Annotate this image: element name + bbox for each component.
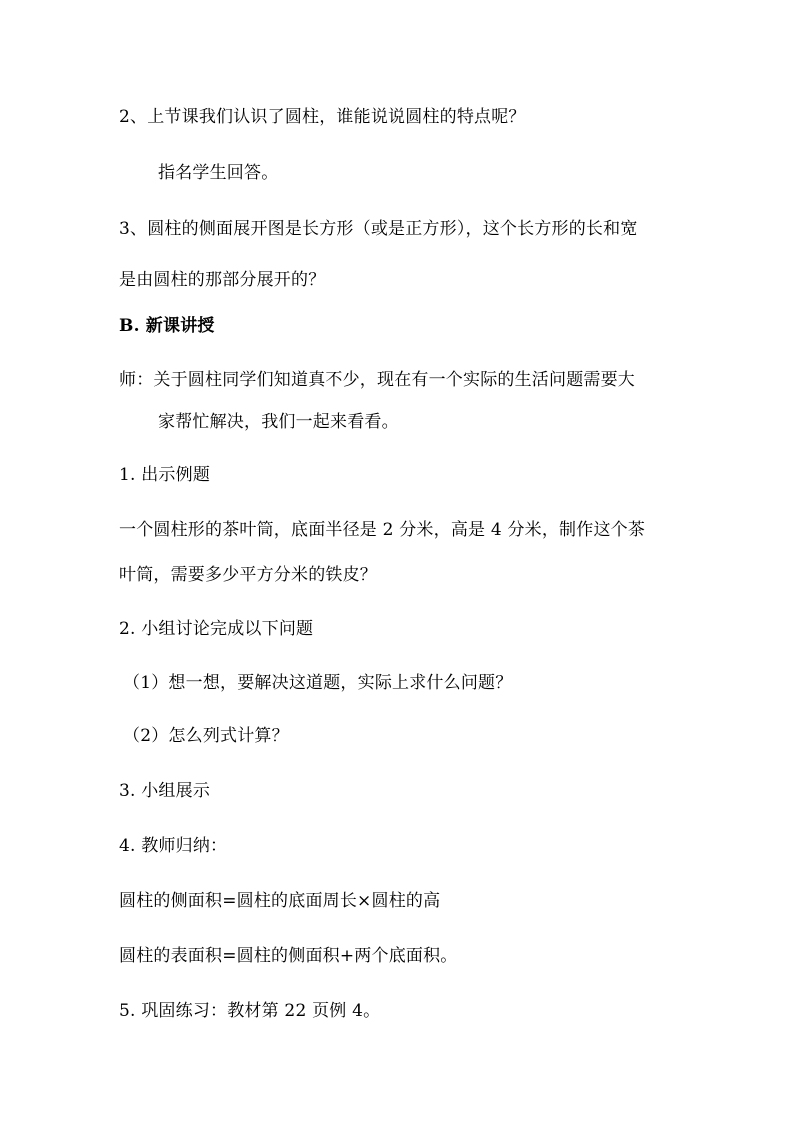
review-question-3-line2: 是由圆柱的那部分展开的？: [119, 270, 326, 290]
review-question-2: 2、上节课我们认识了圆柱，谁能说说圆柱的特点呢？: [119, 107, 526, 127]
example-problem-line2: 叶筒，需要多少平方分米的铁皮？: [119, 565, 377, 585]
step-3-group-presentation: 3. 小组展示: [119, 781, 211, 801]
discussion-question-2: （2）怎么列式计算？: [123, 726, 289, 746]
review-question-3-line1: 3、圆柱的侧面展开图是长方形（或是正方形），这个长方形的长和宽: [119, 219, 638, 239]
discussion-question-1: （1）想一想，要解决这道题，实际上求什么问题？: [123, 673, 513, 693]
formula-lateral-area: 圆柱的侧面积=圆柱的底面周长×圆柱的高: [119, 891, 441, 911]
formula-surface-area: 圆柱的表面积=圆柱的侧面积+两个底面积。: [119, 946, 458, 966]
section-heading-new-lesson: B. 新课讲授: [119, 316, 215, 336]
step-5-practice: 5. 巩固练习：教材第 22 页例 4。: [119, 1001, 381, 1021]
teacher-intro-line2: 家帮忙解决，我们一起来看看。: [158, 412, 399, 432]
step-2-group-discussion: 2. 小组讨论完成以下问题: [119, 619, 314, 639]
step-4-teacher-summary: 4. 教师归纳：: [119, 836, 228, 856]
example-problem-line1: 一个圆柱形的茶叶筒，底面半径是 2 分米，高是 4 分米，制作这个茶: [119, 520, 646, 540]
teacher-instruction-answer: 指名学生回答。: [158, 163, 279, 183]
step-1-example: 1. 出示例题: [119, 465, 211, 485]
teacher-intro-line1: 师：关于圆柱同学们知道真不少，现在有一个实际的生活问题需要大: [119, 370, 635, 390]
